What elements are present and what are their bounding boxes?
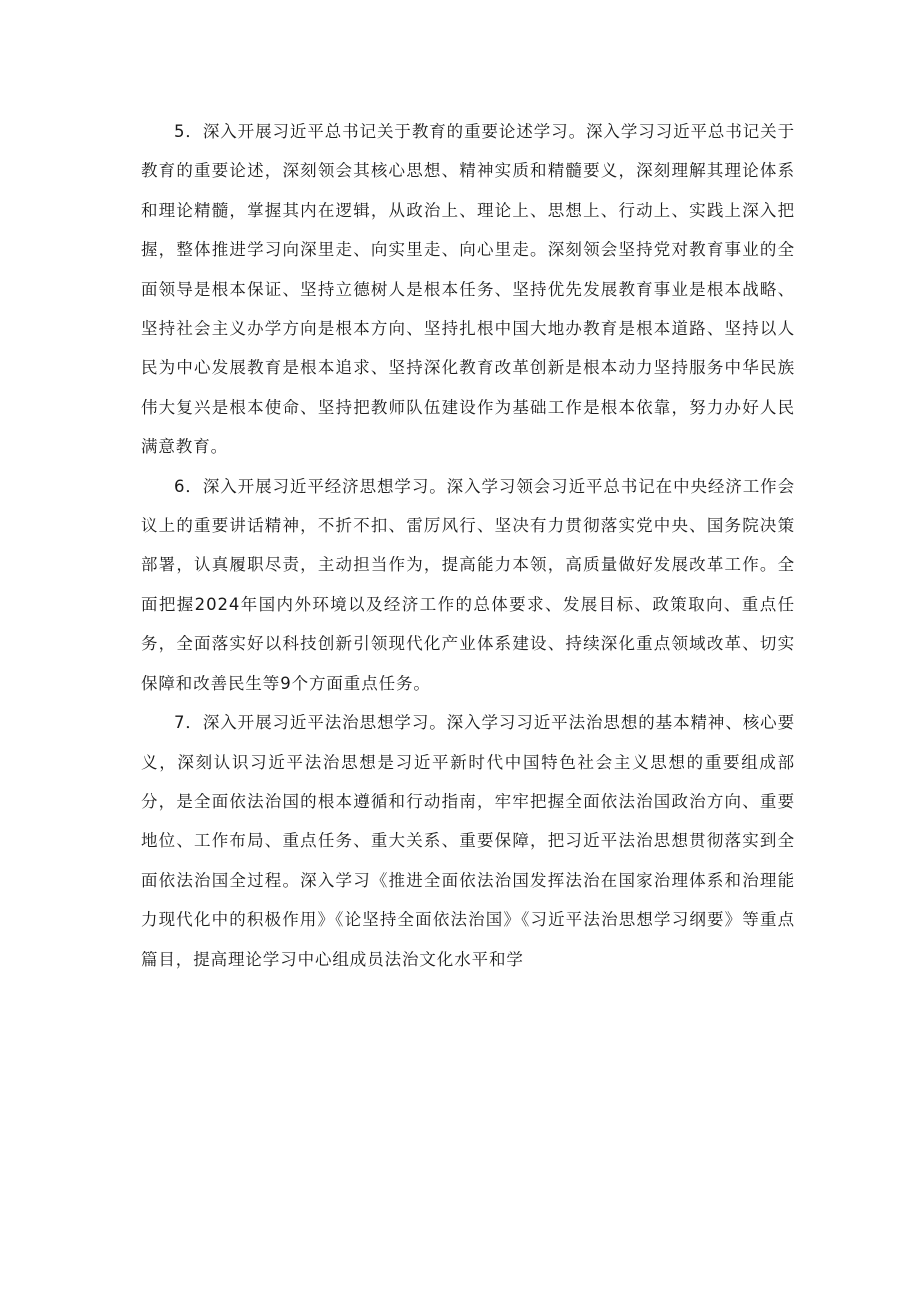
document-body [141,112,795,979]
paragraph-rule-of-law: 7．深入开展习近平法治思想学习。深入学习习近平法治思想的基本精神、核心要义，深刻认识习近平法治思想是习近平新时代中国特色社会主义思想的重要组成部分，是全面依法治国的根本遵循和行动指南，牢牢把握全面依法治国政治方向、重要地位、工作布局、重点任务、重大关系、重要保障，把习近平法治思想贯彻落实到全面依法治国全过程。深入学习《推进全面依法治国发挥法治在国家治理体系和治理能力现代化中的积极作用》《论坚持全面依法治国》《习近平法治思想学习纲要》等重点篇目，提高理论学习中心组成员法治文化水平和学 [141,713,795,969]
paragraph-economy: 6．深入开展习近平经济思想学习。深入学习领会习近平总书记在中央经济工作会议上的重要讲话精神，不折不扣、雷厉风行、坚决有力贯彻落实党中央、国务院决策部署，认真履职尽责，主动担当作为，提高能力本领，高质量做好发展改革工作。全面把握2024年国内外环境以及经济工作的总体要求、发展目标、政策取向、重点任务，全面落实好以科技创新引领现代化产业体系建设、持续深化重点领域改革、切实保障和改善民生等9个方面重点任务。 [141,476,795,693]
paragraph-education: 5．深入开展习近平总书记关于教育的重要论述学习。深入学习习近平总书记关于教育的重要论述，深刻领会其核心思想、精神实质和精髓要义，深刻理解其理论体系和理论精髓，掌握其内在逻辑，从政治上、理论上、思想上、行动上、实践上深入把握，整体推进学习向深里走、向实里走、向心里走。深刻领会坚持党对教育事业的全面领导是根本保证、坚持立德树人是根本任务、坚持优先发展教育事业是根本战略、坚持社会主义办学方向是根本方向、坚持扎根中国大地办教育是根本道路、坚持以人民为中心发展教育是根本追求、坚持深化教育改革创新是根本动力坚持服务中华民族伟大复兴是根本使命、坚持把教师队伍建设作为基础工作是根本依靠，努力办好人民满意教育。 [141,122,795,457]
